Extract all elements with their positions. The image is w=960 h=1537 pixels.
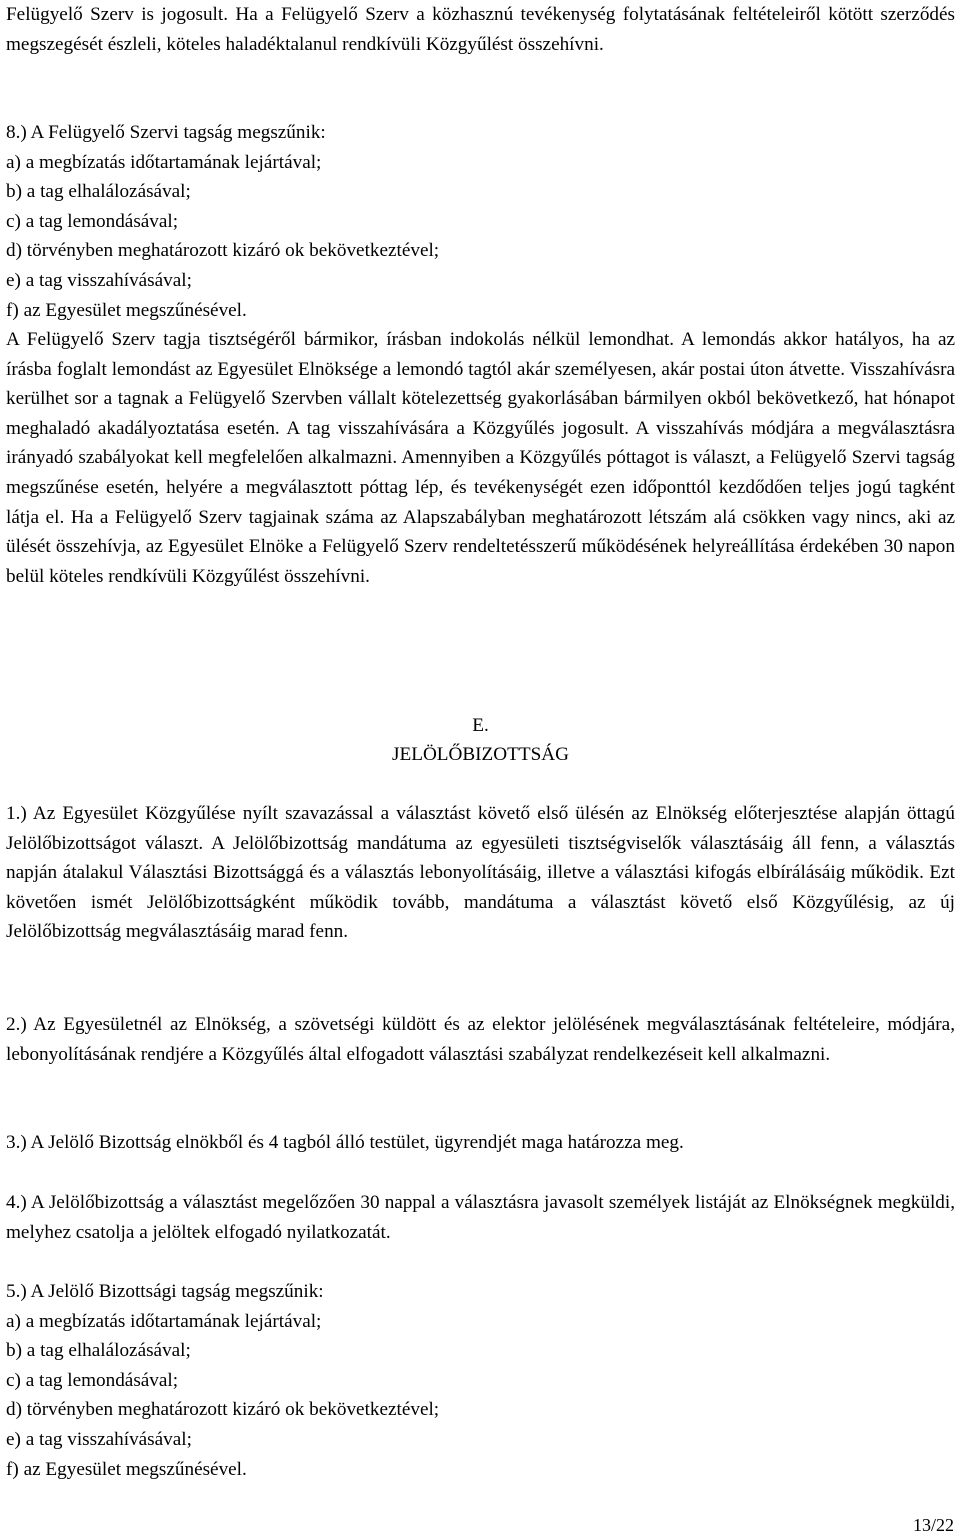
- list-item: a) a megbízatás időtartamának lejártával;: [6, 1310, 322, 1332]
- section-letter: E.: [472, 715, 489, 736]
- list-item: c) a tag lemondásával;: [6, 1369, 179, 1391]
- paragraph-2: 2.) Az Egyesületnél az Elnökség, a szövetségi küldött és az elektor jelölésének megválasztásának feltételeire, módjára, lebonyolításának rendjére a Közgyűlés által elfogadott választási szabályzat rendelkezéseit kell alkalmazni.: [6, 1014, 955, 1065]
- list-item: f) az Egyesület megszűnésével.: [6, 1458, 247, 1480]
- list-item: b) a tag elhalálozásával;: [6, 1340, 191, 1362]
- paragraph-3: 3.) A Jelölő Bizottság elnökből és 4 tagból álló testület, ügyrendjét maga határozza meg.: [6, 1132, 684, 1153]
- list-item: c) a tag lemondásával;: [6, 210, 179, 232]
- list-item: d) törvényben meghatározott kizáró ok bekövetkeztével;: [6, 1399, 440, 1421]
- section-5-list: [6, 1277, 955, 1484]
- paragraph-4: 4.) A Jelölőbizottság a választást megelőzően 30 nappal a választásra javasolt személyek listáját az Elnökségnek megküldi, melyhez csatolja a jelöltek elfogadó nyilatkozatát.: [6, 1192, 955, 1243]
- section-8-list: [6, 118, 955, 325]
- section-8-body: A Felügyelő Szerv tagja tisztségéről bármikor, írásban indokolás nélkül lemondhat. A lemondás akkor hatályos, ha az írásba foglalt lemondást az Egyesület Elnöksége a lemondó tagtól akár személyesen, akár postai úton átvette. Visszahívásra kerülhet sor a tagnak a Felügyelő Szervben vállalt kötelezettség gyakorlásában bármilyen okból bekövetkező, hat hónapot meghaladó akadályoztatása esetén. A tag visszahívására a Közgyűlés jogosult. A visszahívás módjára a megválasztásra irányadó szabályokat kell megfelelően alkalmazni. Amennyiben a Közgyűlés póttagot is választ, a Felügyelő Szervi tagság megszűnése esetén, helyére a megválasztott póttag lép, és tevékenységét ezen időponttól kezdődően teljes jogú tagként látja el. Ha a Felügyelő Szerv tagjainak száma az Alapszabályban meghatározott létszám alá csökken vagy nincs, aki az ülését összehívja, az Egyesület Elnöke a Felügyelő Szerv rendeltetésszerű működésének helyreállítása érdekében 30 napon belül köteles rendkívüli Közgyűlést összehívni.: [6, 329, 955, 587]
- paragraph-1: 1.) Az Egyesület Közgyűlése nyílt szavazással a választást követő első ülésén az Elnökség előterjesztése alapján öttagú Jelölőbizottságot választ. A Jelölőbizottság mandátuma az egyesületi tisztségviselők választásáig áll fenn, a választás napján átalakul Választási Bizottsággá és a választás lebonyolításáig, illetve a választási kifogás elbírálásáig működik. Ezt követően ismét Jelölőbizottságként működik tovább, mandátuma a választást követő első Közgyűlésig, az új Jelölőbizottság megválasztásáig marad fenn.: [6, 803, 955, 943]
- list-item: b) a tag elhalálozásával;: [6, 181, 191, 203]
- list-item: f) az Egyesület megszűnésével.: [6, 299, 247, 321]
- page-number: 13/22: [912, 1515, 954, 1535]
- list-item: e) a tag visszahívásával;: [6, 1428, 192, 1450]
- paragraph-continued: Felügyelő Szerv is jogosult. Ha a Felügyelő Szerv a közhasznú tevékenység folytatásának feltételeiről kötött szerződés megszegését észleli, köteles haladéktalanul rendkívüli Közgyűlést összehívni.: [6, 4, 955, 55]
- section-8-title: 8.) A Felügyelő Szervi tagság megszűnik:: [6, 122, 326, 143]
- section-title: JELÖLŐBIZOTTSÁG: [392, 744, 569, 765]
- list-item: a) a megbízatás időtartamának lejártával;: [6, 151, 322, 173]
- section-5-title: 5.) A Jelölő Bizottsági tagság megszűnik:: [6, 1281, 324, 1302]
- list-item: e) a tag visszahívásával;: [6, 269, 192, 291]
- list-item: d) törvényben meghatározott kizáró ok bekövetkeztével;: [6, 240, 440, 262]
